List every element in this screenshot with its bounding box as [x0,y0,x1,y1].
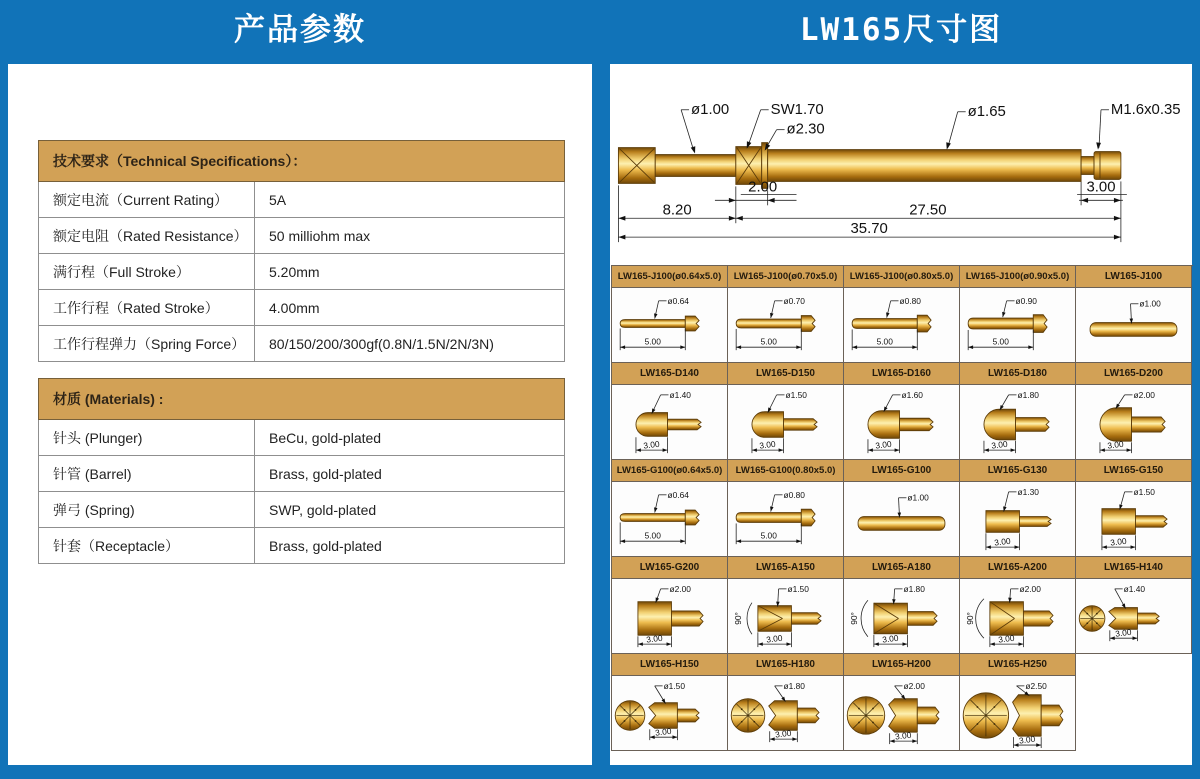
svg-text:ø2.00: ø2.00 [1133,389,1155,400]
probe-model-header: LW165-J100(ø0.90x5.0) [960,266,1076,288]
dim-hex-length: 2.00 [748,178,778,196]
svg-text:ø0.90: ø0.90 [1015,295,1037,306]
material-label: 弹弓 (Spring) [39,492,255,528]
svg-text:ø2.00: ø2.00 [1019,583,1041,594]
material-row [39,456,565,492]
svg-text:3.00: 3.00 [765,632,784,645]
probe-model-header: LW165-H150 [612,654,728,676]
svg-text:3.00: 3.00 [997,632,1016,645]
svg-text:3.00: 3.00 [993,535,1012,548]
probe-tip-diagram [1076,482,1192,557]
probe-tip-diagram [960,385,1076,460]
svg-text:3.00: 3.00 [1106,438,1125,451]
spec-label: 额定电阻（Rated Resistance） [39,218,255,254]
page-title-right: LW165尺寸图 [799,12,1003,48]
probe-tip-diagram [844,385,960,460]
spec-label: 工作行程（Rated Stroke） [39,290,255,326]
dim-barrel-length: 27.50 [909,201,947,219]
probe-model-header: LW165-H140 [1076,557,1192,579]
probe-tip-diagram [844,288,960,363]
svg-text:5.00: 5.00 [876,336,893,347]
svg-text:ø1.60: ø1.60 [901,389,923,400]
svg-text:3.00: 3.00 [774,727,792,740]
materials-table-header: 材质 (Materials) : [39,379,565,420]
svg-text:3.00: 3.00 [654,725,672,738]
svg-text:3.00: 3.00 [894,729,912,742]
probe-tip-diagram [728,385,844,460]
material-value: BeCu, gold-plated [255,420,565,456]
spec-value: 5.20mm [255,254,565,290]
probe-tip-diagram [960,288,1076,363]
dim-total-length: 35.70 [850,220,888,238]
spec-row [39,218,565,254]
dim-thread-length: 3.00 [1086,178,1116,196]
probe-model-header: LW165-D150 [728,363,844,385]
materials-table-header-row [39,379,565,420]
svg-text:ø2.00: ø2.00 [903,680,925,691]
spec-label: 满行程（Full Stroke） [39,254,255,290]
probe-model-header: LW165-G130 [960,460,1076,482]
material-label: 针管 (Barrel) [39,456,255,492]
svg-text:90°: 90° [733,612,744,625]
svg-text:5.00: 5.00 [760,530,777,541]
probe-tip-diagram [1076,288,1192,363]
probe-tip-diagram [844,579,960,654]
svg-text:ø1.40: ø1.40 [1123,583,1146,594]
spec-table-header: 技术要求（Technical Specifications）： [39,141,565,182]
svg-text:3.00: 3.00 [990,438,1009,451]
probe-model-header: LW165-G100 [844,460,960,482]
probe-model-header: LW165-H250 [960,654,1076,676]
svg-text:ø0.64: ø0.64 [667,489,689,500]
material-row [39,492,565,528]
probe-model-header: LW165-J100 [1076,266,1192,288]
callout-barrel-dia: ø1.65 [967,102,1006,120]
probe-model-header: LW165-D140 [612,363,728,385]
probe-model-header: LW165-D160 [844,363,960,385]
spec-row [39,182,565,218]
svg-text:ø2.50: ø2.50 [1025,680,1047,691]
probe-tip-diagram [612,482,728,557]
svg-text:ø1.80: ø1.80 [903,583,925,594]
svg-text:3.00: 3.00 [645,632,664,645]
spec-label: 额定电流（Current Rating） [39,182,255,218]
probe-tip-diagram [844,482,960,557]
probe-tip-diagram [612,288,728,363]
svg-text:ø1.00: ø1.00 [1139,298,1161,309]
probe-tip-diagram [728,288,844,363]
svg-text:3.00: 3.00 [642,438,661,451]
probe-model-header: LW165-D200 [1076,363,1192,385]
probe-model-header: LW165-G100(0.80x5.0) [728,460,844,482]
spec-table-header-row [39,141,565,182]
svg-text:ø1.80: ø1.80 [783,680,805,691]
parameters-panel [8,64,592,765]
spec-value: 4.00mm [255,290,565,326]
page-title-left: 产品参数 [234,12,366,47]
probe-tip-diagram [1076,579,1192,654]
spec-value: 80/150/200/300gf(0.8N/1.5N/2N/3N) [255,326,565,362]
svg-text:90°: 90° [849,612,860,625]
material-value: Brass, gold-plated [255,528,565,564]
callout-wrench-size: SW1.70 [770,100,824,118]
technical-spec-table [38,140,565,362]
probe-model-header: LW165-H200 [844,654,960,676]
probe-model-header: LW165-J100(ø0.80x5.0) [844,266,960,288]
probe-tip-diagram [612,579,728,654]
svg-text:ø2.00: ø2.00 [669,583,691,594]
probe-model-header: LW165-A200 [960,557,1076,579]
probe-model-header: LW165-G100(ø0.64x5.0) [612,460,728,482]
dimension-panel [610,64,1192,765]
svg-text:ø1.00: ø1.00 [907,492,929,503]
probe-tip-diagram [728,579,844,654]
svg-text:5.00: 5.00 [644,336,661,347]
empty-cell [1076,654,1191,675]
svg-text:ø0.70: ø0.70 [783,295,805,306]
svg-text:5.00: 5.00 [992,336,1009,347]
probe-tip-diagram [960,579,1076,654]
probe-tip-diagram [612,676,728,751]
materials-table [38,378,565,564]
spec-row [39,326,565,362]
svg-text:ø1.80: ø1.80 [1017,389,1039,400]
main-dimension-diagram [611,66,1189,265]
svg-text:3.00: 3.00 [1114,626,1133,639]
probe-variant-grid [611,265,1193,751]
callout-thread-spec: M1.6x0.35 [1110,100,1181,118]
probe-tip-diagram [844,676,960,751]
probe-tip-diagram [960,676,1076,751]
svg-text:ø1.50: ø1.50 [787,583,809,594]
material-label: 针套（Receptacle） [39,528,255,564]
material-label: 针头 (Plunger) [39,420,255,456]
svg-text:3.00: 3.00 [1018,733,1036,746]
svg-text:5.00: 5.00 [760,336,777,347]
svg-text:5.00: 5.00 [644,530,661,541]
spec-label: 工作行程弹力（Spring Force） [39,326,255,362]
svg-text:ø1.50: ø1.50 [1133,486,1155,497]
spec-value: 50 milliohm max [255,218,565,254]
svg-text:3.00: 3.00 [874,438,893,451]
svg-text:ø1.50: ø1.50 [785,389,807,400]
probe-tip-diagram [728,482,844,557]
svg-text:3.00: 3.00 [881,632,900,645]
svg-text:ø1.40: ø1.40 [669,389,691,400]
svg-text:ø1.50: ø1.50 [663,680,686,691]
svg-text:3.00: 3.00 [1109,535,1128,548]
probe-tip-diagram [612,385,728,460]
dim-plunger-length: 8.20 [662,201,692,219]
probe-model-header: LW165-G150 [1076,460,1192,482]
callout-plunger-dia: ø1.00 [691,100,730,118]
spec-value: 5A [255,182,565,218]
material-value: Brass, gold-plated [255,456,565,492]
empty-cell [1076,676,1191,750]
probe-model-header: LW165-G200 [612,557,728,579]
probe-model-header: LW165-J100(ø0.64x5.0) [612,266,728,288]
material-row [39,528,565,564]
svg-text:ø0.80: ø0.80 [783,489,805,500]
probe-model-header: LW165-A180 [844,557,960,579]
material-row [39,420,565,456]
svg-text:3.00: 3.00 [758,438,777,451]
svg-text:ø0.64: ø0.64 [667,295,689,306]
svg-text:ø1.30: ø1.30 [1017,486,1039,497]
probe-model-header: LW165-A150 [728,557,844,579]
svg-text:ø0.80: ø0.80 [899,295,921,306]
spec-row [39,290,565,326]
probe-model-header: LW165-H180 [728,654,844,676]
svg-text:90°: 90° [965,612,976,625]
probe-model-header: LW165-J100(ø0.70x5.0) [728,266,844,288]
material-value: SWP, gold-plated [255,492,565,528]
probe-tip-diagram [728,676,844,751]
probe-tip-diagram [960,482,1076,557]
callout-flange-dia: ø2.30 [786,120,825,138]
probe-tip-diagram [1076,385,1192,460]
spec-row [39,254,565,290]
probe-model-header: LW165-D180 [960,363,1076,385]
